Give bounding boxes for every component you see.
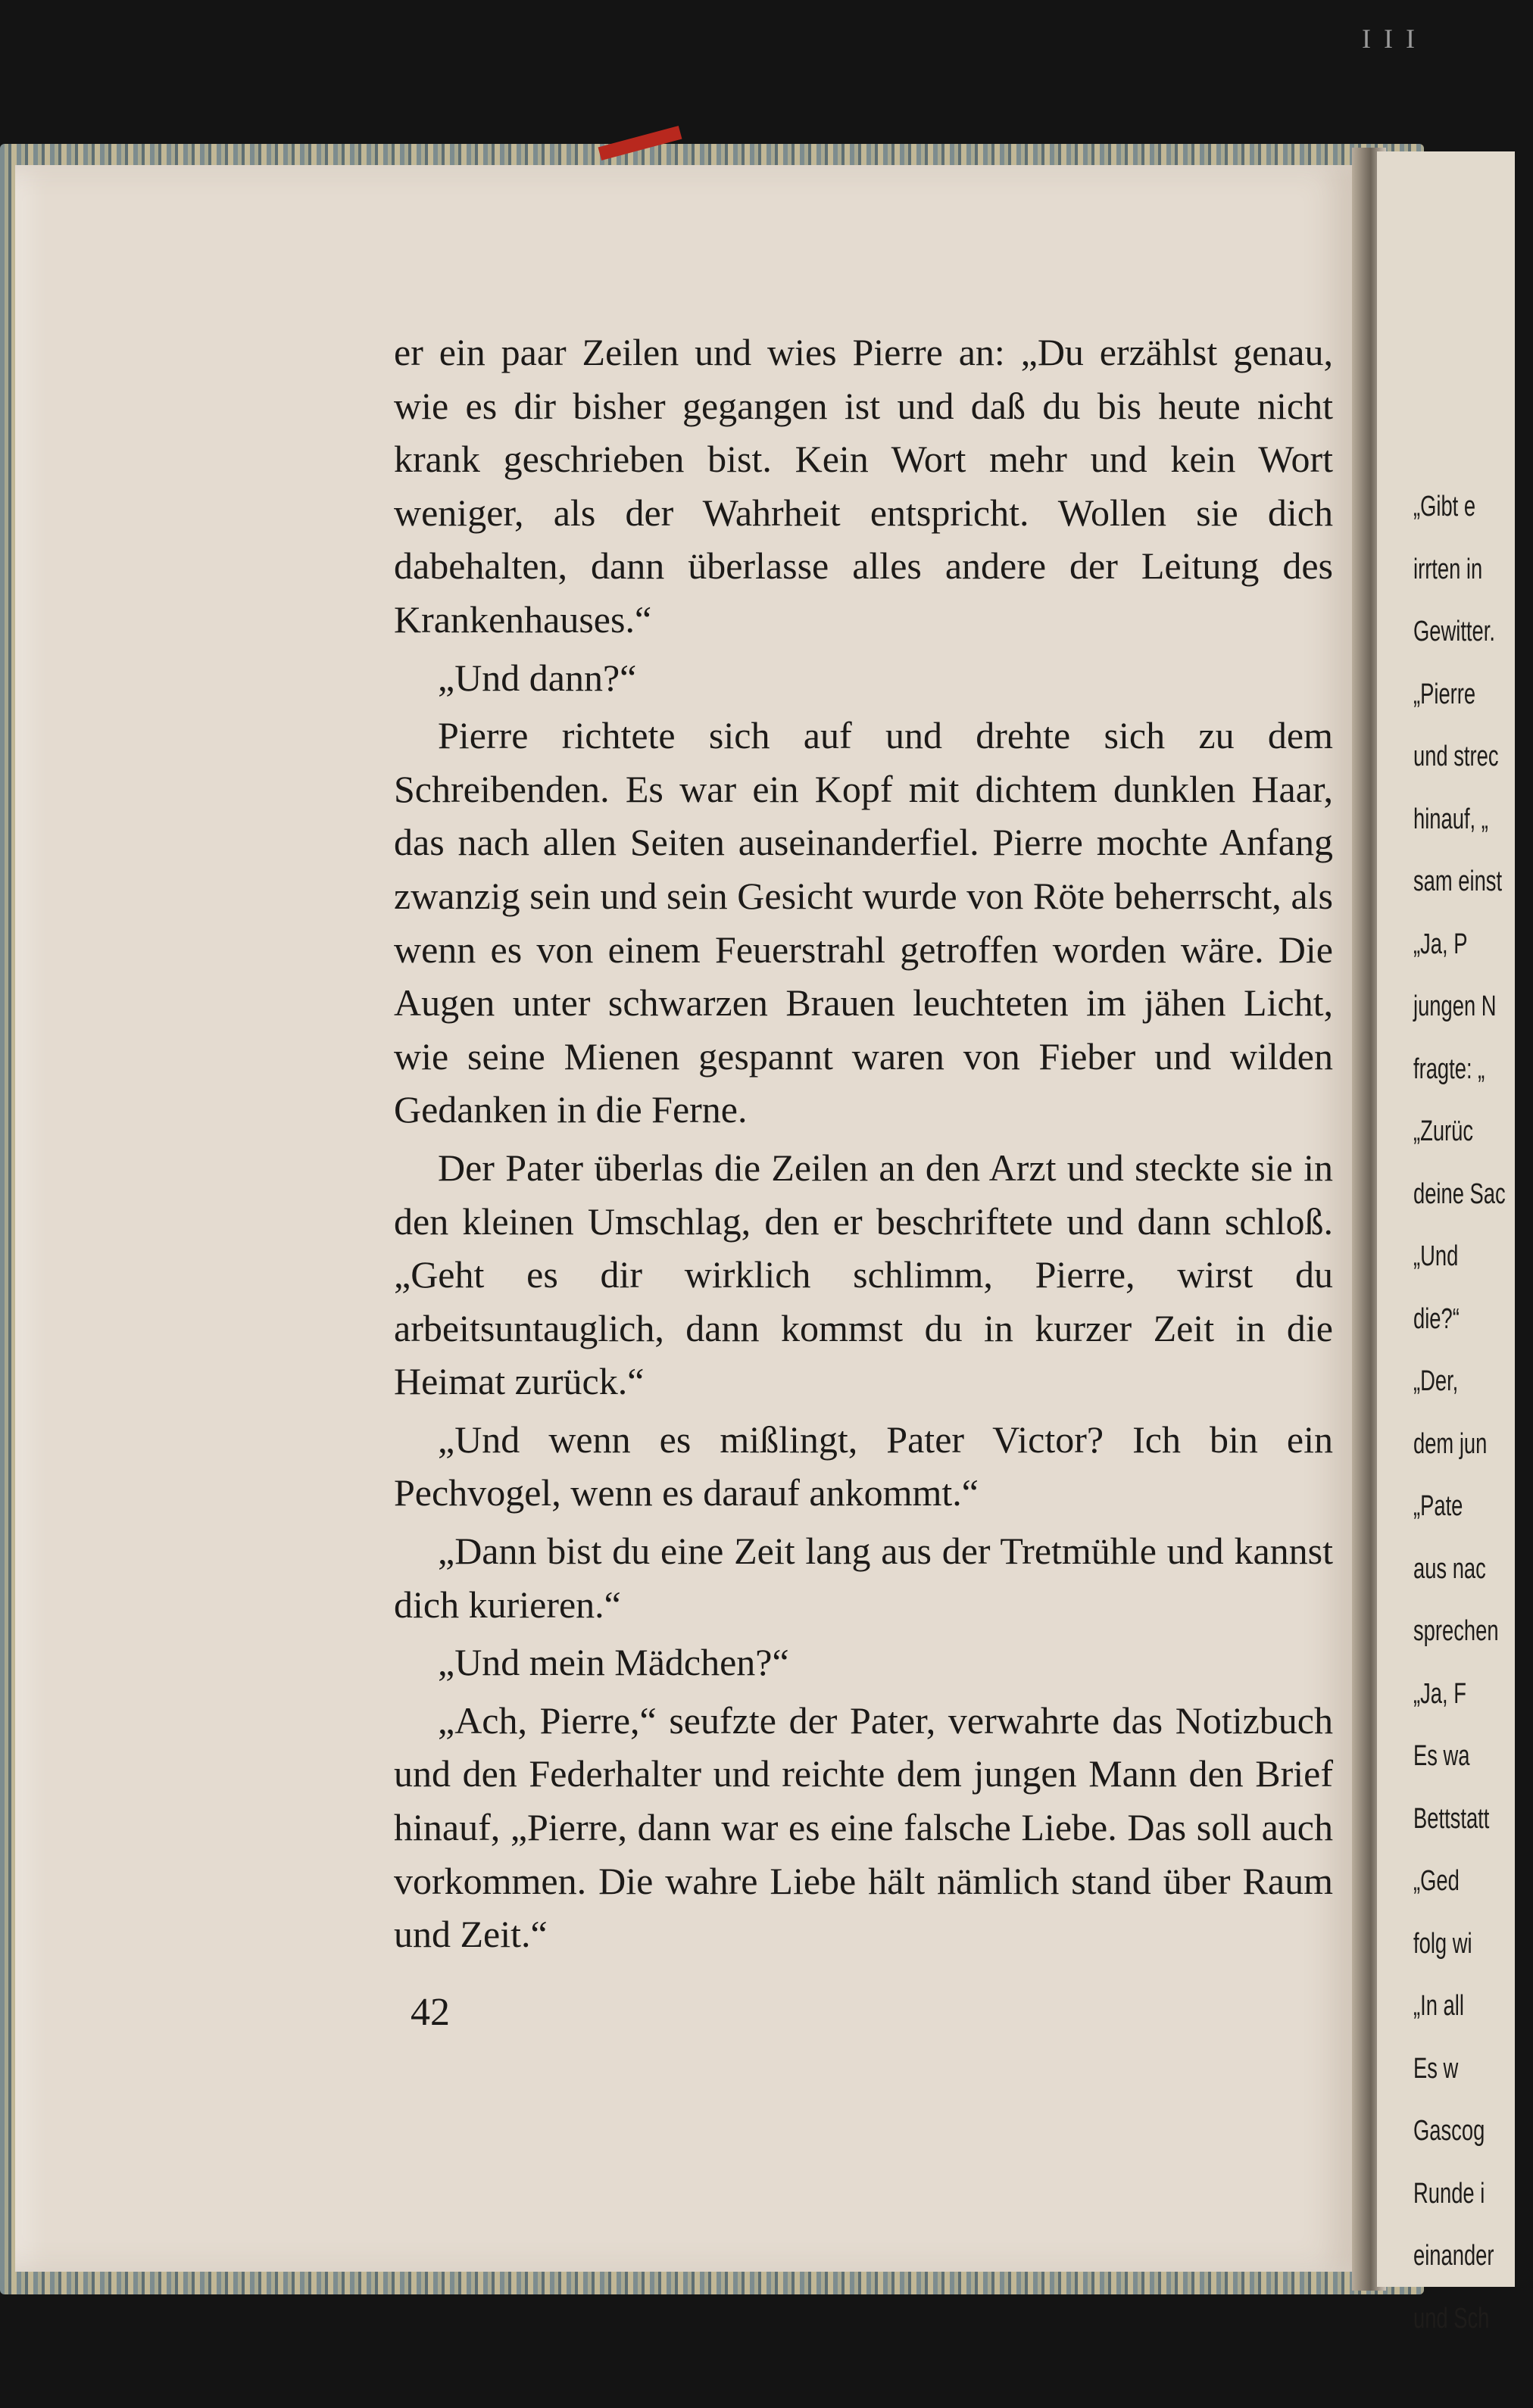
right-page-text	[1413, 476, 1533, 2350]
right-line: „Pate	[1413, 1490, 1463, 1522]
right-line: und Sch	[1413, 2302, 1490, 2335]
page-number: 42	[411, 1991, 450, 2034]
right-line: Bettstatt	[1413, 1802, 1490, 1835]
right-line: Gewitter.	[1413, 616, 1495, 647]
left-page-text	[394, 326, 1333, 1966]
right-line: fragte: „	[1413, 1053, 1485, 1085]
right-line: „Gibt e	[1413, 491, 1476, 522]
right-line: sprechen	[1413, 1615, 1499, 1647]
right-line: hinauf, „	[1413, 803, 1488, 835]
paragraph: „Ach, Pierre,“ seufzte der Pater, verwahrte das Notizbuch und den Federhalter und reichte dem jungen Mann den Brief hinauf, „Pierre, dann war es eine falsche Liebe. Das soll auch vorkommen. Die wahre Liebe hält nämlich stand über Raum und Zeit.“	[394, 1698, 1333, 1956]
right-line: Es w	[1413, 2052, 1459, 2085]
paragraph: „Und wenn es mißlingt, Pater Victor? Ich bin ein Pechvogel, wenn es darauf ankommt.“	[394, 1418, 1333, 1514]
right-line: irrten in	[1413, 553, 1483, 585]
paragraph: er ein paar Zeilen und wies Pierre an: „Du erzählst genau, wie es dir bisher gegangen ist und daß du bis heute nicht krank geschrieben bist. Kein Wort mehr und kein Wort weniger, als der Wahrheit entspricht. Wollen sie dich dabehalten, dann überlasse alles andere der Leitung des Krankenhauses.“	[394, 331, 1333, 641]
right-page	[1377, 151, 1515, 2335]
paragraph: „Und mein Mädchen?“	[438, 1641, 789, 1684]
spine-mark: I I I	[1362, 23, 1418, 54]
right-line: deine Sac	[1413, 1177, 1506, 1210]
right-line: Runde i	[1413, 2177, 1485, 2210]
right-line: aus nac	[1413, 1552, 1486, 1585]
right-line: „Ged	[1413, 1865, 1460, 1897]
paragraph: „Und dann?“	[438, 656, 637, 699]
right-line: einander	[1413, 2240, 1494, 2272]
paragraph: Pierre richtete sich auf und drehte sich zu dem Schreibenden. Es war ein Kopf mit dichtem dunklen Haar, das nach allen Seiten auseinanderfiel. Pierre mochte Anfang zwanzig sein und sein Gesicht wurde von Röte beherrscht, als wenn es von einem Feuerstrahl getroffen worden wäre. Die Augen unter schwarzen Brauen leuchteten im jähen Licht, wie seine Mienen gespannt waren von Fieber und wilden Gedanken in die Ferne.	[394, 714, 1333, 1131]
right-line: Gascog	[1413, 2115, 1485, 2147]
right-line: und strec	[1413, 741, 1499, 772]
right-line: dem jun	[1413, 1427, 1488, 1460]
right-line: „Zurüc	[1413, 1115, 1474, 1147]
paragraph: „Dann bist du eine Zeit lang aus der Tretmühle und kannst dich kurieren.“	[394, 1530, 1333, 1626]
right-line: „Ja, F	[1413, 1677, 1466, 1710]
right-line: Es wa	[1413, 1740, 1470, 1772]
paragraph: Der Pater überlas die Zeilen an den Arzt und steckte sie in den kleinen Umschlag, den er beschriftete und dann schloß. „Geht es dir wirklich schlimm, Pierre, wirst du arbeitsuntauglich, dann kommst du in kurzer Zeit in die Heimat zurück.“	[394, 1146, 1333, 1403]
right-line: „Ja, P	[1413, 928, 1468, 960]
right-line: jungen N	[1413, 990, 1497, 1022]
right-line: „Pierre	[1413, 678, 1476, 710]
right-line: sam einst	[1413, 866, 1503, 897]
right-line: „In all	[1413, 1990, 1464, 2022]
right-line: die?“	[1413, 1302, 1460, 1335]
right-line: „Und	[1413, 1240, 1459, 1272]
right-line: „Der,	[1413, 1365, 1459, 1397]
right-line: folg wi	[1413, 1927, 1472, 1960]
